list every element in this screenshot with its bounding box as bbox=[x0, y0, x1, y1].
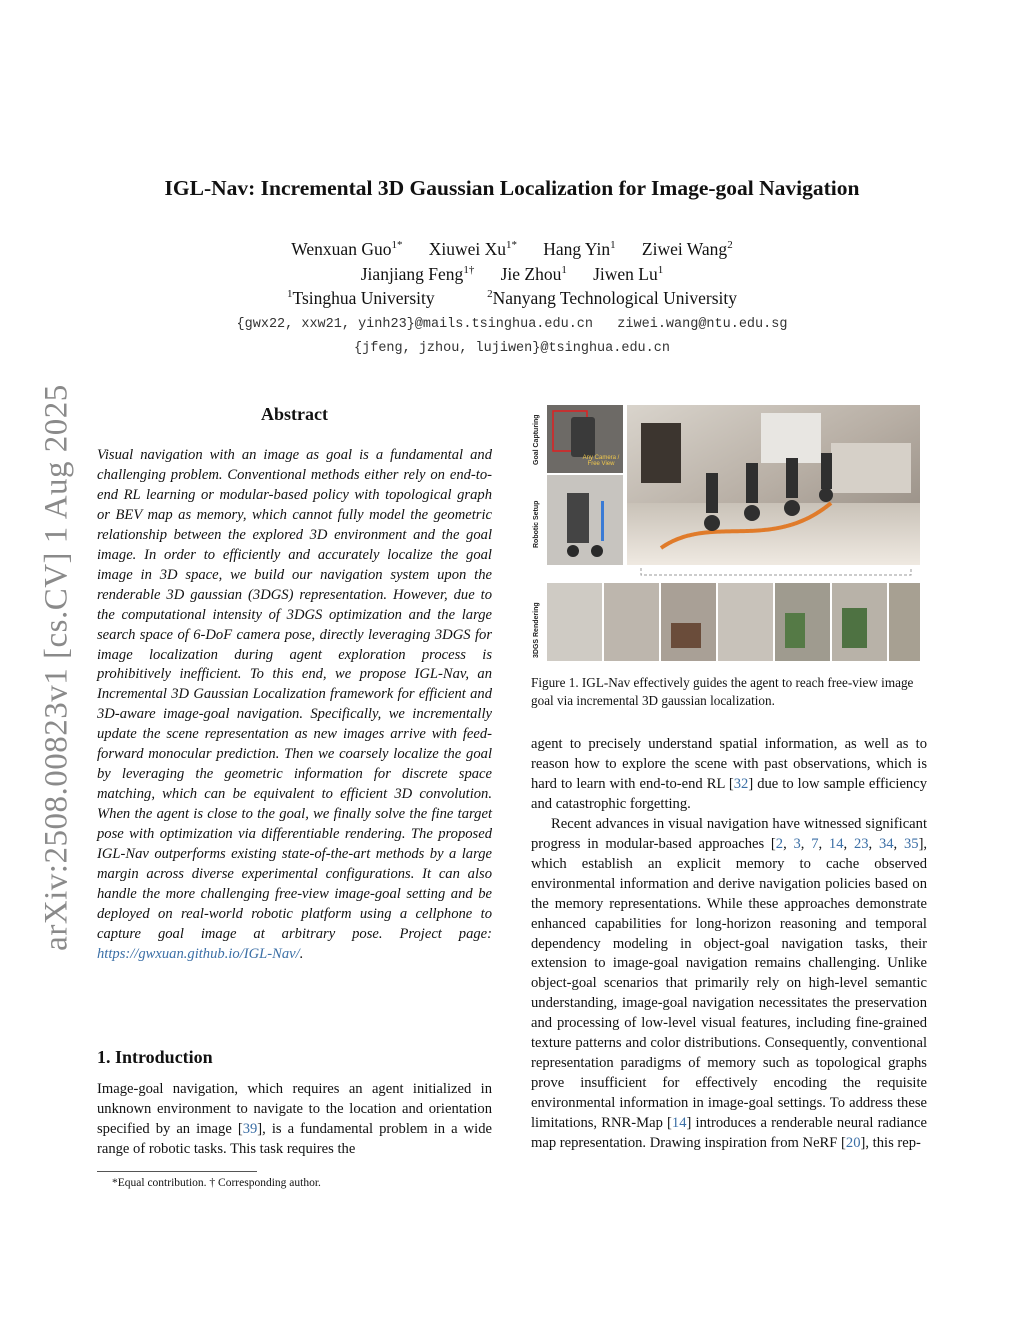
author: Wenxuan Guo$^{1*}$ bbox=[291, 239, 403, 259]
author: Jianjiang Feng$^{1\dagger}$ bbox=[360, 264, 475, 284]
author: Hang Yin$^1$ bbox=[543, 239, 616, 259]
right-column-body bbox=[531, 735, 927, 1154]
author: Jie Zhou$^1$ bbox=[500, 264, 567, 284]
author: Jiwen Lu$^1$ bbox=[593, 264, 664, 284]
footnote: *Equal contribution. † Corresponding author. bbox=[112, 1177, 321, 1189]
arxiv-identifier: arXiv:2508.00823v1 [cs.CV] 1 Aug 2025 bbox=[38, 384, 75, 951]
figure-1-illustration bbox=[531, 403, 927, 663]
project-page-link[interactable]: https://gwxuan.github.io/IGL-Nav/ bbox=[97, 945, 300, 962]
citation-link[interactable]: 14 bbox=[828, 835, 844, 852]
introduction-body: Image-goal navigation, which requires an agent initialized in unknown environment to navigate to the location and orientation specified by an image [39], is a fundamental problem in a wide range of robotic tasks. This task requires the bbox=[97, 1081, 493, 1157]
label-goal-capturing: Goal Capturing bbox=[533, 414, 540, 465]
label-3dgs-rendering: 3DGS Rendering bbox=[533, 602, 540, 658]
abstract-heading: Abstract bbox=[261, 404, 328, 424]
author: Ziwei Wang$^2$ bbox=[641, 239, 733, 259]
email-line-2: {jfeng, jzhou, lujiwen}@tsinghua.edu.cn bbox=[354, 341, 670, 356]
paragraph: agent to precisely understand spatial information, as well as to reason how to explore the scene with past observations, which is hard to learn with end-to-end RL [32] due to low sample efficiency and catastrophic forgetting. bbox=[531, 736, 928, 812]
citation-link[interactable]: 34 bbox=[878, 835, 894, 852]
author-line-1 bbox=[0, 239, 1024, 260]
abstract-body: Visual navigation with an image as goal is a fundamental and challenging problem. Conventional methods either rely on end-to-end RL learning or modular-based policy with topological graph or BEV map as memory, which cannot fully model the geometric relationship between the explored 3D environment and the goal image. In order to efficiently and accurately localize the goal image in 3D space, we build our navigation system upon the renderable 3D gaussian (3DGS) representation. However, due to the computational intensity of 3DGS optimization and the large search space of 6-DoF camera pose, directly leveraging 3DGS for image localization during agent exploration process is prohibitively inefficient. To this end, we propose IGL-Nav, an Incremental 3D Gaussian Localization framework for efficient and 3D-aware image-goal navigation. Specifically, we incrementally update the scene representation as new images arrive with feed-forward monocular prediction. Then we coarsely localize the goal by leveraging the geometric information for discrete space matching, which can be equivalent to efficient 3D convolution. When the agent is close to the goal, we finally solve the fine target pose with optimization via differentiable rendering. The proposed IGL-Nav outperforms existing state-of-the-art methods by a large margin across diverse experimental configurations. It can also handle the more challenging free-view image-goal setting and be deployed on real-world robotic platform using a cellphone to capture goal image at arbitrary pose. Project page: https://gwxuan.github.io/IGL-Nav/. bbox=[97, 447, 492, 962]
citation-link[interactable]: 20 bbox=[845, 1135, 861, 1152]
footnote-divider bbox=[97, 1171, 257, 1172]
citation-link[interactable]: 35 bbox=[903, 835, 919, 852]
author: Xiuwei $Xu^{1*}$ bbox=[428, 239, 517, 259]
paragraph: Recent advances in visual navigation have witnessed significant progress in modular-based approaches [2, 3, 7, 14, 23, 34, 35], which establish an explicit memory to cache observed environmental information and derive navigation policies based on the memory representations. While these approaches demonstrate enhanced capabilities for long-horizon reasoning and temporal dependency modeling in object-goal navigation tasks, their extension to image-goal navigation remains challenging. Unlike object-goal scenarios that primarily rely on high-level semantic understanding, image-goal navigation necessitates the preservation and processing of low-level visual features, including fine-grained texture patterns and color distributions. Consequently, conventional representation paradigms of memory such as topological graphs prove insufficient for effectively encoding the requisite environmental information in image-goal settings. To address these limitations, RNR-Map [14] introduces a renderable neural radiance map representation. Drawing inspiration from NeRF [20], this rep- bbox=[531, 815, 928, 1152]
phone-icon bbox=[571, 417, 595, 457]
rendering-strip bbox=[547, 583, 920, 661]
affiliations bbox=[0, 288, 1024, 309]
citation-link[interactable]: 3 bbox=[793, 835, 801, 852]
citation-link[interactable]: 2 bbox=[775, 835, 784, 852]
affiliation: $^2$Nanyang Technological University bbox=[487, 288, 738, 308]
section-heading-introduction: 1. Introduction bbox=[97, 1047, 213, 1067]
figure-1 bbox=[531, 403, 927, 663]
citation-link[interactable]: 7 bbox=[811, 835, 819, 852]
citation-link[interactable]: 14 bbox=[671, 1115, 687, 1132]
affiliation: $^1$Tsinghua University bbox=[286, 288, 435, 308]
citation-link[interactable]: 23 bbox=[853, 835, 869, 852]
figure-1-caption: Figure 1. IGL-Nav effectively guides the agent to reach free-view image goal via incremental 3D gaussian localization. bbox=[531, 675, 914, 708]
label-robotic-setup: Robotic Setup bbox=[533, 500, 540, 548]
email-line-1: {gwx22, xxw21, yinh23}@mails.tsinghua.edu.cn ziwei.wang@ntu.edu.sg bbox=[236, 317, 788, 332]
citation-link[interactable]: 32 bbox=[733, 775, 749, 792]
figure-overlay-text: Any Camera / Free View bbox=[582, 455, 620, 467]
author-line-2 bbox=[0, 264, 1024, 285]
citation-link[interactable]: 39 bbox=[242, 1120, 258, 1137]
paper-title: IGL-Nav: Incremental 3D Gaussian Localization for Image-goal Navigation bbox=[164, 176, 860, 200]
